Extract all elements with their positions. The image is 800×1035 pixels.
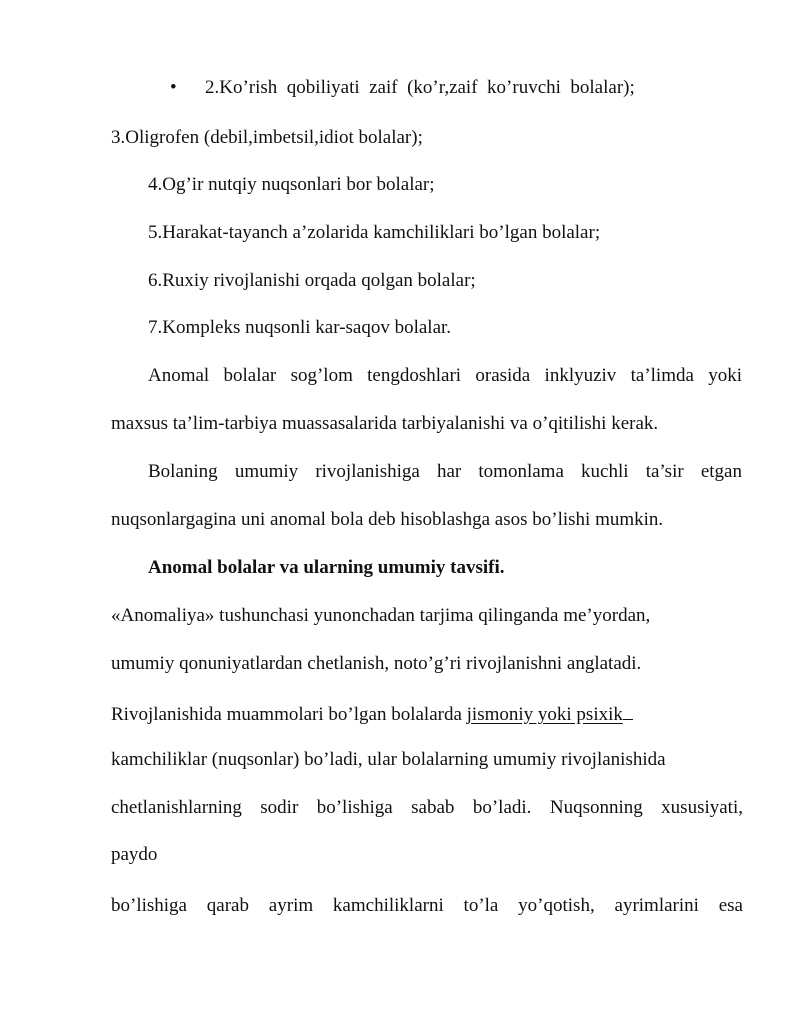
paragraph-2-line-1: Bolaning umumiy rivojlanishiga har tomonlama kuchli ta’sir etgan bbox=[148, 461, 742, 482]
list-bullet: • bbox=[170, 77, 177, 98]
paragraph-3-line-6: paydo bbox=[111, 844, 158, 865]
list-item-2: 2.Ko’rish qobiliyati zaif (ko’r,zaif ko’ruvchi bolalar); bbox=[205, 77, 635, 98]
underline-gap bbox=[623, 700, 633, 720]
paragraph-3-line-2: umumiy qonuniyatlardan chetlanish, noto’g’ri rivojlanishni anglatadi. bbox=[111, 653, 642, 674]
list-item-6: 6.Ruxiy rivojlanishi orqada qolgan bolalar; bbox=[148, 270, 476, 291]
paragraph-3-line-7: bo’lishiga qarab ayrim kamchiliklarni to’la yo’qotish, ayrimlarini esa bbox=[111, 895, 743, 916]
section-heading: Anomal bolalar va ularning umumiy tavsifi. bbox=[148, 557, 505, 578]
paragraph-1-line-2: maxsus ta’lim-tarbiya muassasalarida tarbiyalanishi va o’qitilishi kerak. bbox=[111, 413, 659, 434]
paragraph-3-line-3-text: Rivojlanishida muammolari bo’lgan bolalarda bbox=[111, 704, 467, 725]
paragraph-3-line-1: «Anomaliya» tushunchasi yunonchadan tarjima qilinganda me’yordan, bbox=[111, 605, 651, 626]
paragraph-3-line-3 bbox=[111, 700, 633, 727]
underlined-phrase: jismoniy yoki psixik bbox=[466, 704, 623, 725]
list-item-5: 5.Harakat-tayanch a’zolarida kamchiliklari bo’lgan bolalar; bbox=[148, 222, 601, 243]
list-item-3: 3.Oligrofen (debil,imbetsil,idiot bolalar); bbox=[111, 127, 423, 148]
paragraph-2-line-2: nuqsonlargagina uni anomal bola deb hisoblashga asos bo’lishi mumkin. bbox=[111, 509, 664, 530]
paragraph-3-line-5: chetlanishlarning sodir bo’lishiga sabab bo’ladi. Nuqsonning xususiyati, bbox=[111, 797, 743, 818]
list-item-7: 7.Kompleks nuqsonli kar-saqov bolalar. bbox=[148, 317, 452, 338]
paragraph-1-line-1: Anomal bolalar sog’lom tengdoshlari orasida inklyuziv ta’limda yoki bbox=[148, 365, 742, 386]
list-item-4: 4.Og’ir nutqiy nuqsonlari bor bolalar; bbox=[148, 174, 435, 195]
paragraph-3-line-4: kamchiliklar (nuqsonlar) bo’ladi, ular bolalarning umumiy rivojlanishida bbox=[111, 749, 666, 770]
